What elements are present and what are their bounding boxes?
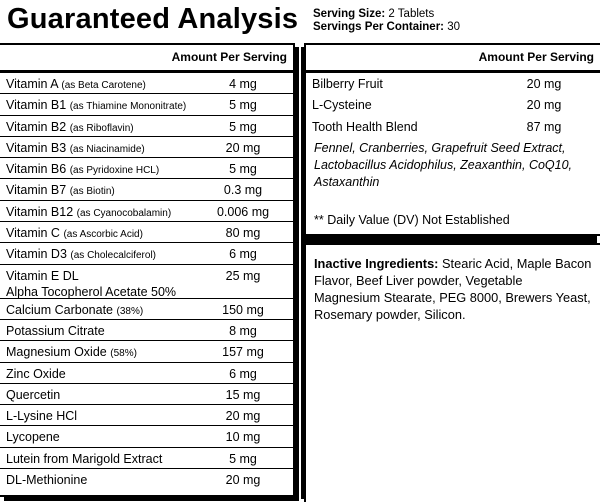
nutrient-name — [6, 408, 199, 424]
table-row — [0, 299, 293, 320]
nutrient-amount: 0.006 mg — [216, 204, 270, 219]
nutrient-label: Vitamin B3 — [6, 140, 67, 155]
nutrient-source: (as Thiamine Mononitrate) — [69, 101, 187, 113]
table-row — [0, 116, 293, 137]
table-row — [0, 137, 293, 158]
nutrient-name — [6, 204, 199, 222]
nutrient-name — [6, 472, 199, 488]
blend-description: Fennel, Cranberries, Grapefruit Seed Extract, Lactobacillus Acidophilus, Zeaxanthin, CoQ10, Astaxanthin — [314, 140, 573, 189]
nutrient-name — [6, 140, 199, 158]
nutrient-label: Potassium Citrate — [6, 323, 105, 338]
nutrient-amount: 5 mg — [229, 98, 257, 113]
nutrient-amount: 20 mg — [225, 140, 261, 155]
nutrient-label: Lycopene — [6, 430, 60, 445]
inactive-ingredients-panel — [304, 243, 600, 502]
serving-size — [313, 8, 460, 21]
nutrient-name — [6, 323, 199, 339]
nutrient-name — [6, 268, 199, 300]
nutrient-label: L-Lysine HCl — [6, 409, 78, 424]
table-row — [0, 448, 293, 469]
table-row — [0, 363, 293, 384]
vitamins-table — [0, 73, 293, 490]
table-row — [0, 201, 293, 222]
nutrient-name — [6, 225, 199, 243]
ingredient-name: Tooth Health Blend — [312, 119, 418, 134]
table-row — [0, 158, 293, 179]
nutrient-label: Magnesium Oxide — [6, 345, 107, 360]
nutrient-amount: 6 mg — [229, 366, 257, 381]
nutrient-label: Calcium Carbonate — [6, 302, 113, 317]
nutrient-label: Vitamin A — [6, 77, 58, 91]
nutrient-source: (as Biotin) — [69, 186, 115, 198]
nutrient-label: Vitamin B12 — [6, 204, 74, 219]
nutrient-label: Vitamin C — [6, 226, 60, 241]
nutrient-amount: 150 mg — [222, 302, 264, 317]
servings-per-container — [313, 21, 460, 34]
nutrient-name — [6, 344, 199, 362]
nutrient-source: (as Beta Carotene) — [61, 80, 146, 91]
nutrient-label: Lutein from Marigold Extract — [6, 451, 163, 466]
nutrient-label-line2: Alpha Tocopherol Acetate 50% — [6, 284, 177, 299]
table-row — [306, 94, 600, 115]
ingredient-amount: 20 mg — [526, 77, 562, 91]
inactive-ingredients-text: Stearic Acid, Maple Bacon Flavor, Beef Liver powder, Vegetable Magnesium Stearate, PEG 8000, Brewers Yeast, Rosemary powder, Silicon. — [314, 256, 592, 322]
nutrient-name — [6, 161, 199, 179]
nutrient-source: (as Riboflavin) — [69, 122, 134, 134]
inactive-ingredients — [306, 245, 600, 323]
nutrient-amount: 0.3 mg — [223, 183, 263, 198]
nutrient-source: (as Cyanocobalamin) — [76, 207, 172, 219]
table-row — [306, 116, 600, 137]
nutrient-name — [6, 451, 199, 467]
table-row — [0, 73, 293, 94]
nutrient-label: Zinc Oxide — [6, 366, 66, 381]
nutrient-label: Vitamin E DL — [6, 268, 79, 283]
nutrient-label: Vitamin D3 — [6, 247, 67, 262]
table-row — [0, 384, 293, 405]
table-row — [0, 243, 293, 264]
nutrient-name — [6, 97, 199, 115]
nutrient-name — [6, 182, 199, 200]
nutrient-amount: 5 mg — [229, 162, 257, 177]
nutrient-name — [6, 76, 199, 94]
nutrient-name — [6, 366, 199, 382]
table-row — [0, 222, 293, 243]
ingredient-name: Bilberry Fruit — [312, 77, 383, 91]
table-row — [0, 265, 293, 299]
table-row — [306, 73, 600, 94]
ingredient-amount: 87 mg — [526, 119, 562, 134]
ingredient-name: L-Cysteine — [312, 98, 372, 113]
nutrient-amount: 8 mg — [229, 323, 257, 338]
nutrient-amount: 6 mg — [229, 247, 257, 262]
nutrient-name — [6, 246, 199, 264]
table-row — [0, 426, 293, 447]
amount-per-serving-header: Amount Per Serving — [0, 45, 293, 73]
nutrient-source: (as Ascorbic Acid) — [63, 229, 143, 241]
nutrient-amount: 4 mg — [229, 77, 257, 91]
nutrient-label: DL-Methionine — [6, 473, 88, 488]
nutrient-amount: 15 mg — [225, 387, 261, 402]
table-row — [0, 469, 293, 490]
table-row — [0, 341, 293, 362]
nutrient-source: (58%) — [110, 348, 137, 360]
serving-size-label: Serving Size: — [313, 8, 386, 20]
amount-per-serving-header: Amount Per Serving — [306, 45, 600, 73]
table-row — [0, 179, 293, 200]
nutrient-label: Quercetin — [6, 387, 61, 402]
table-row — [0, 405, 293, 426]
extras-table — [306, 73, 600, 137]
nutrient-source: (as Niacinamide) — [69, 143, 145, 155]
nutrient-amount: 5 mg — [229, 451, 257, 466]
inactive-ingredients-label: Inactive Ingredients: — [314, 256, 439, 271]
nutrient-amount: 5 mg — [229, 119, 257, 134]
nutrient-amount: 20 mg — [225, 473, 261, 488]
nutrient-amount: 25 mg — [225, 268, 261, 283]
nutrient-label: Vitamin B1 — [6, 98, 67, 113]
ingredient-amount: 20 mg — [526, 98, 562, 113]
nutrient-name — [6, 119, 199, 137]
daily-value-note: ** Daily Value (DV) Not Established — [314, 213, 510, 227]
nutrient-name — [6, 387, 199, 403]
page-title: Guaranteed Analysis — [7, 3, 299, 35]
nutrient-label: Vitamin B7 — [6, 183, 67, 198]
extras-panel — [304, 43, 600, 236]
nutrient-label: Vitamin B6 — [6, 162, 67, 177]
table-row — [0, 94, 293, 115]
nutrient-amount: 20 mg — [225, 409, 261, 424]
nutrient-source: (as Pyridoxine HCL) — [69, 165, 160, 177]
nutrient-source: (as Cholecalciferol) — [70, 250, 156, 262]
nutrient-label: Vitamin B2 — [6, 119, 67, 134]
vitamins-panel — [0, 43, 295, 497]
servings-per-container-value: 30 — [447, 21, 461, 33]
nutrient-name — [6, 429, 199, 445]
servings-per-container-label: Servings Per Container: — [313, 21, 445, 33]
nutrient-amount: 10 mg — [225, 430, 261, 445]
serving-size-value: 2 Tablets — [388, 8, 435, 20]
nutrient-amount: 80 mg — [225, 226, 261, 241]
nutrient-source: (38%) — [116, 305, 144, 317]
table-row — [0, 320, 293, 341]
nutrient-name — [6, 302, 199, 320]
serving-info — [313, 8, 460, 34]
nutrient-amount: 157 mg — [222, 345, 264, 360]
